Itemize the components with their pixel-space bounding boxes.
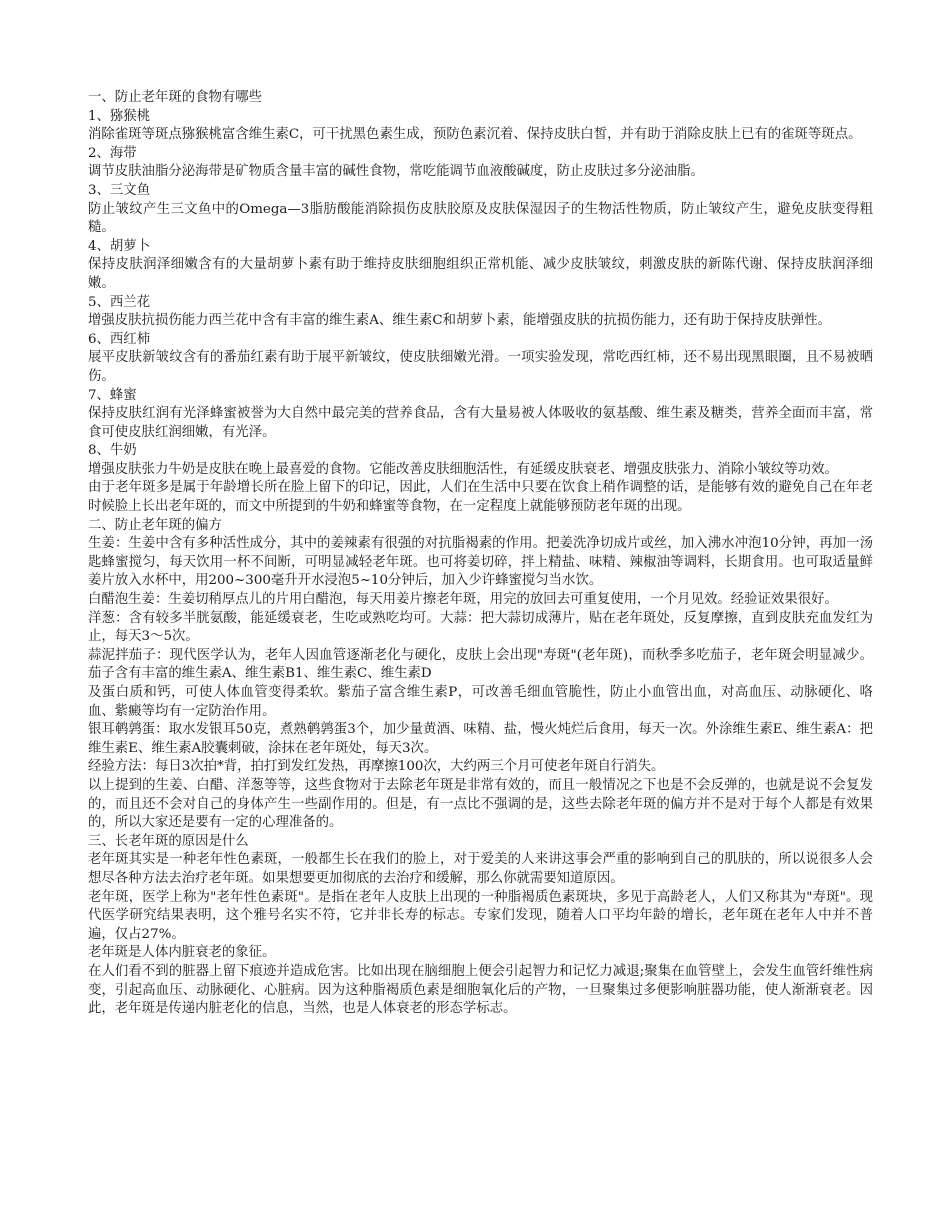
item-text-tomato: 展平皮肤新皱纹含有的番茄红素有助于展平新皱纹，使皮肤细嫩光滑。一项实验发现，常吃西红柿，还不易出现黑眼圈，且不易被晒伤。 xyxy=(88,350,873,384)
remedy-eggplant-continued: 及蛋白质和钙，可使人体血管变得柔软。紫茄子富含维生素P，可改善毛细血管脆性，防止小血管出血，对高血压、动脉硬化、咯血、紫癜等均有一定防治作用。 xyxy=(88,685,873,719)
section-heading-remedies: 二、防止老年斑的偏方 xyxy=(88,517,222,533)
item-heading-milk: 8、牛奶 xyxy=(88,443,137,459)
item-heading-honey: 7、蜂蜜 xyxy=(88,387,137,403)
causes-intro-paragraph: 老年斑其实是一种老年性色素斑，一般都生长在我们的脸上，对于爱美的人来讲这事会严重的影响到自己的肌肤的，所以说很多人会想尽各种方法去治疗老年斑。如果想要更加彻底的去治疗和缓解，那么你就需要知道原因。 xyxy=(88,852,873,886)
item-text-carrot: 保持皮肤润泽细嫩含有的大量胡萝卜素有助于维持皮肤细胞组织正常机能、减少皮肤皱纹，刺激皮肤的新陈代谢、保持皮肤润泽细嫩。 xyxy=(88,257,873,291)
document-body xyxy=(88,89,873,1019)
remedy-back-patting: 经验方法：每日3次拍*背，拍打到发红发热，再摩擦100次，大约两三个月可使老年斑自行消失。 xyxy=(88,759,665,775)
item-heading-kelp: 2、海带 xyxy=(88,145,137,161)
section-heading-causes: 三、长老年斑的原因是什么 xyxy=(88,833,249,849)
item-text-kiwi: 消除雀斑等斑点猕猴桃富含维生素C，可干扰黑色素生成，预防色素沉着、保持皮肤白皙，并有助于消除皮肤上已有的雀斑等斑点。 xyxy=(88,127,862,143)
item-heading-carrot: 4、胡萝卜 xyxy=(88,238,151,254)
foods-summary-paragraph: 由于老年斑多是属于年龄增长所在脸上留下的印记，因此，人们在生活中只要在饮食上稍作调整的话，是能够有效的避免自己在年老时候脸上长出老年斑的，而文中所提到的牛奶和蜂蜜等食物，在一定程度上就能够预防老年斑的出现。 xyxy=(88,480,873,515)
remedy-quail-egg: 银耳鹌鹑蛋：取水发银耳50克，煮熟鹌鹑蛋3个，加少量黄酒、味精、盐，慢火炖烂后食用，每天一次。外涂维生素E、维生素A：把维生素E、维生素A胶囊刺破，涂抹在老年斑处，每天3次。 xyxy=(88,722,873,756)
remedies-summary-paragraph: 以上提到的生姜、白醋、洋葱等等，这些食物对于去除老年斑是非常有效的，而且一般情况之下也是不会反弹的，也就是说不会复发的，而且还不会对自己的身体产生一些副作用的。但是，有一点比不强调的是，这些去除老年斑的偏方并不是对于每个人都是有效果的，所以大家还是要有一定的心理准备的。 xyxy=(88,777,873,831)
item-text-milk: 增强皮肤张力牛奶是皮肤在晚上最喜爱的食物。它能改善皮肤细胞活性，有延缓皮肤衰老、增强皮肤张力、消除小皱纹等功效。 xyxy=(88,461,838,477)
item-heading-salmon: 3、三文鱼 xyxy=(88,182,151,198)
remedy-ginger: 生姜：生姜中含有多种活性成分，其中的姜辣素有很强的对抗脂褐素的作用。把姜洗净切成片或丝，加入沸水冲泡10分钟，再加一汤匙蜂蜜搅匀，每天饮用一杯不间断，可明显减轻老年斑。也可将姜切碎，拌上精盐、味精、辣椒油等调料，长期食用。也可取适量鲜姜片放入水杯中，用200~300毫升开水浸泡5~10分钟后，加入少许蜂蜜搅匀当水饮。 xyxy=(88,536,873,589)
remedy-vinegar-ginger: 白醋泡生姜：生姜切稍厚点儿的片用白醋泡，每天用姜片擦老年斑，用完的放回去可重复使用，一个月见效。经验证效果很好。 xyxy=(88,592,838,608)
section-heading-foods: 一、防止老年斑的食物有哪些 xyxy=(88,90,263,105)
item-text-salmon: 防止皱纹产生三文鱼中的Omega—3脂肪酸能消除损伤皮肤胶原及皮肤保湿因子的生物活性物质，防止皱纹产生，避免皮肤变得粗糙。 xyxy=(88,201,873,236)
item-text-honey: 保持皮肤红润有光泽蜂蜜被誉为大自然中最完美的营养食品，含有大量易被人体吸收的氨基酸、维生素及糖类，营养全面而丰富，常食可使皮肤红润细嫩，有光泽。 xyxy=(88,406,873,440)
causes-definition-paragraph: 老年斑，医学上称为"老年性色素斑"。是指在老年人皮肤上出现的一种脂褐质色素斑块，多见于高龄老人，人们又称其为"寿斑"。现代医学研究结果表明，这个雅号名实不符，它并非长寿的标志。专家们发现，随着人口平均年龄的增长，老年斑在老年人中并不普遍，仅占27%。 xyxy=(88,889,873,942)
item-heading-broccoli: 5、西兰花 xyxy=(88,294,151,310)
remedy-onion-garlic: 洋葱：含有较多半胱氨酸，能延缓衰老，生吃或熟吃均可。大蒜：把大蒜切成薄片，贴在老年斑处，反复摩擦，直到皮肤充血发红为止，每天3～5次。 xyxy=(88,610,873,645)
causes-aging-sign: 老年斑是人体内脏衰老的象征。 xyxy=(88,945,276,961)
item-text-kelp: 调节皮肤油脂分泌海带是矿物质含量丰富的碱性食物，常吃能调节血液酸碱度，防止皮肤过多分泌油脂。 xyxy=(88,164,704,180)
item-text-broccoli: 增强皮肤抗损伤能力西兰花中含有丰富的维生素A、维生素C和胡萝卜素，能增强皮肤的抗损伤能力，还有助于保持皮肤弹性。 xyxy=(88,313,832,329)
causes-organ-damage-paragraph: 在人们看不到的脏器上留下痕迹并造成危害。比如出现在脑细胞上便会引起智力和记忆力减退;聚集在血管壁上，会发生血管纤维性病变，引起高血压、动脉硬化、心脏病。因为这种脂褐质色素是细胞氧化后的产物，一旦聚集过多便影响脏器功能，使人渐渐衰老。因此，老年斑是传递内脏老化的信息，当然，也是人体衰老的形态学标志。 xyxy=(88,963,873,1017)
remedy-eggplant: 蒜泥拌茄子：现代医学认为，老年人因血管逐渐老化与硬化，皮肤上会出现"寿斑"(老年斑)，而秋季多吃茄子，老年斑会明显减少。茄子含有丰富的维生素A、维生素B1、维生素C、维生素D xyxy=(88,647,873,682)
item-heading-tomato: 6、西红柿 xyxy=(88,331,151,347)
item-heading-kiwi: 1、猕猴桃 xyxy=(88,108,151,124)
